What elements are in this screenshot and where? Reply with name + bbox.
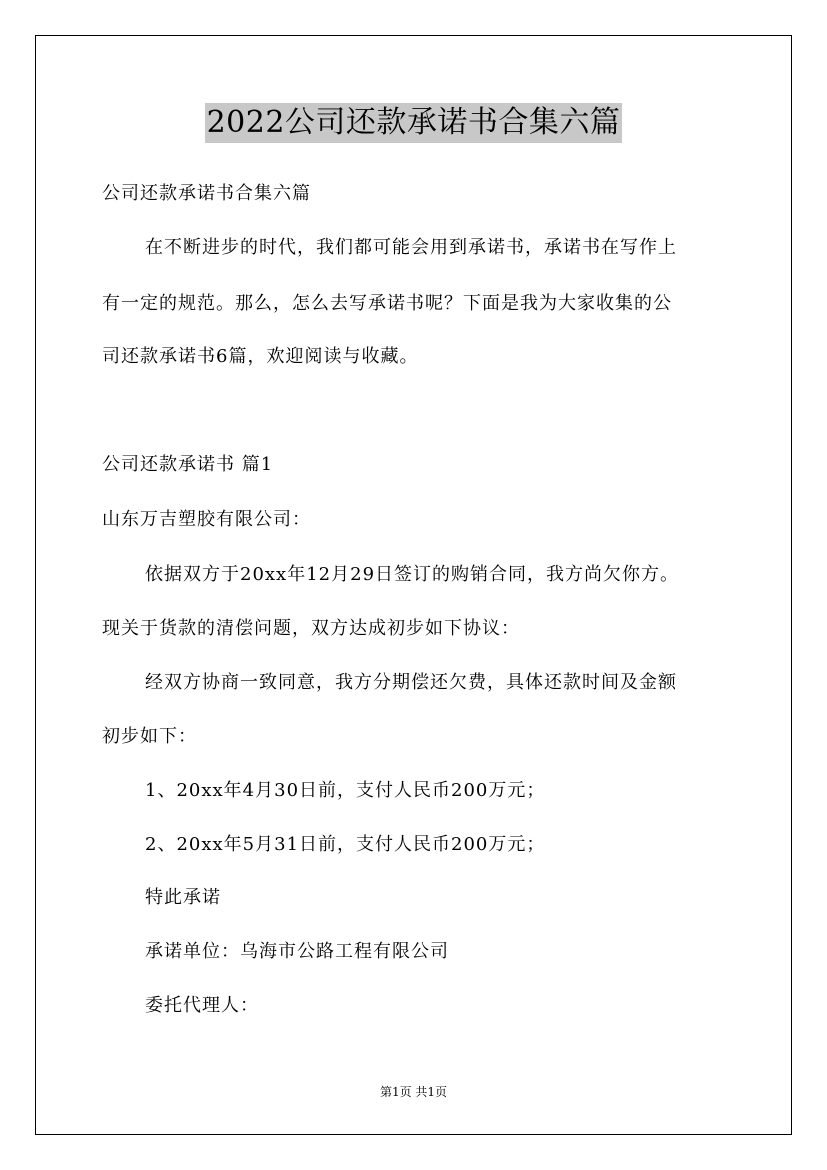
body-line-2: 现关于货款的清偿问题，双方达成初步如下协议：: [102, 618, 520, 639]
document-subtitle: 公司还款承诺书合集六篇: [102, 183, 311, 204]
body-line-6: 2、20xx年5月31日前，支付人民币200万元；: [145, 834, 546, 855]
body-line-7: 特此承诺: [145, 887, 221, 908]
body-line-9: 委托代理人：: [145, 995, 259, 1016]
intro-line-2: 有一定的规范。那么，怎么去写承诺书呢？下面是我为大家收集的公: [102, 293, 672, 314]
addressee: 山东万吉塑胶有限公司：: [102, 509, 311, 530]
body-line-8: 承诺单位：乌海市公路工程有限公司: [145, 941, 449, 962]
intro-line-3: 司还款承诺书6篇，欢迎阅读与收藏。: [102, 346, 419, 367]
body-line-3: 经双方协商一致同意，我方分期偿还欠费，具体还款时间及金额: [145, 672, 677, 693]
intro-line-1: 在不断进步的时代，我们都可能会用到承诺书，承诺书在写作上: [145, 237, 677, 258]
section-heading: 公司还款承诺书 篇1: [102, 454, 274, 475]
page-footer: 第1页 共1页: [379, 1085, 448, 1099]
body-line-1: 依据双方于20xx年12月29日签订的购销合同，我方尚欠你方。: [145, 564, 680, 585]
document-title: 2022公司还款承诺书合集六篇: [205, 103, 623, 143]
body-line-4: 初步如下：: [102, 726, 197, 747]
title-container: [0, 103, 827, 143]
body-line-5: 1、20xx年4月30日前，支付人民币200万元；: [145, 780, 546, 801]
